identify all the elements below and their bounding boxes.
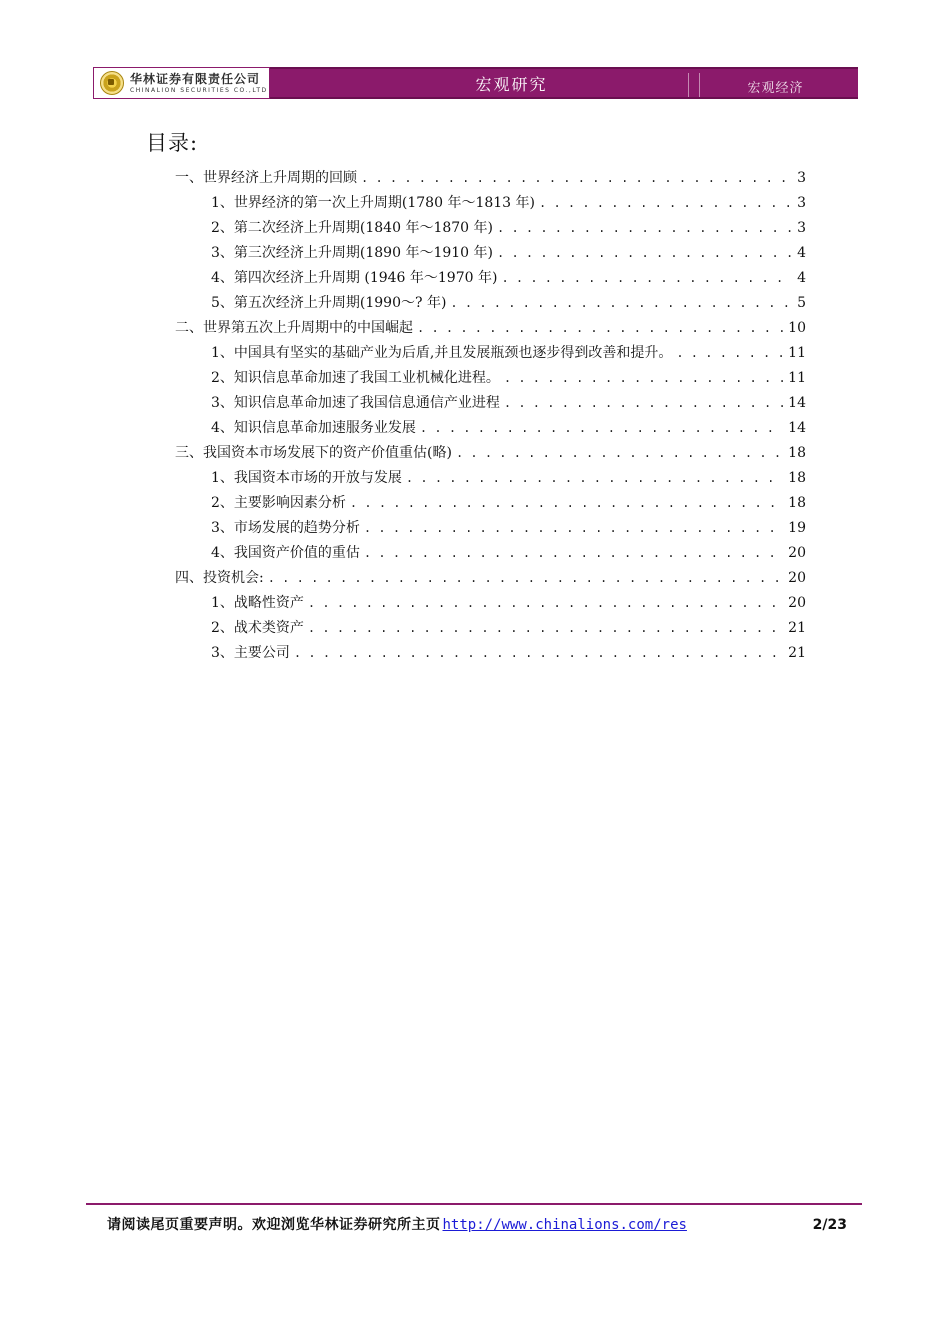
toc-leader-dots [308,591,784,616]
toc-entry-page: 21 [788,620,806,636]
toc-leader-dots [420,416,784,441]
toc-entry[interactable] [211,266,806,291]
footer-notice: 请阅读尾页重要声明。欢迎浏览华林证券研究所主页 [107,1217,441,1233]
toc-entry-page: 11 [788,370,806,386]
footer-homepage-link[interactable]: http://www.chinalions.com/res [442,1217,687,1233]
company-logo [93,67,270,99]
toc-leader-dots [268,566,784,591]
toc-entry-label: 5、第五次经济上升周期(1990～? 年) [211,295,447,311]
toc-entry-label: 4、我国资产价值的重估 [211,545,360,561]
toc-entry-page: 4 [797,270,806,286]
toc-entry-label: 一、世界经济上升周期的回顾 [175,170,357,186]
category-title: 宏观经济 [747,80,804,96]
toc-entry-label: 1、世界经济的第一次上升周期(1780 年～1813 年) [211,195,535,211]
toc-entry[interactable] [211,416,806,441]
toc-entry-page: 20 [788,545,806,561]
toc-entry-label: 二、世界第五次上升周期中的中国崛起 [175,320,413,336]
toc-entry-page: 3 [797,195,806,211]
toc-leader-dots [456,441,784,466]
toc-entry[interactable] [175,316,806,341]
toc-entry-page: 3 [797,220,806,236]
toc-entry-page: 21 [788,645,806,661]
toc-entry-page: 18 [788,445,806,461]
toc-entry-page: 18 [788,470,806,486]
toc-leader-dots [350,491,784,516]
page-footer [107,1214,847,1234]
toc-entry[interactable] [175,566,806,591]
toc-entry[interactable] [211,391,806,416]
toc-entry-page: 20 [788,595,806,611]
toc-entry[interactable] [211,341,806,366]
toc-entry-page: 18 [788,495,806,511]
toc-leader-dots [450,291,792,316]
toc-entry[interactable] [211,616,806,641]
toc-entry[interactable] [211,591,806,616]
toc-entry[interactable] [211,366,806,391]
toc-entry[interactable] [211,491,806,516]
toc-entry-label: 2、第二次经济上升周期(1840 年～1870 年) [211,220,493,236]
toc-leader-dots [676,341,784,366]
toc-entry-label: 2、战术类资产 [211,620,304,636]
toc-leader-dots [417,316,784,341]
toc-leader-dots [497,241,792,266]
toc-entry[interactable] [211,241,806,266]
header-category-band [693,67,858,99]
toc-leader-dots [361,166,792,191]
toc-entry-label: 3、第三次经济上升周期(1890 年～1910 年) [211,245,493,261]
toc-entry-page: 5 [797,295,806,311]
toc-entry-label: 3、知识信息革命加速了我国信息通信产业进程 [211,395,500,411]
toc-entry-label: 4、知识信息革命加速服务业发展 [211,420,416,436]
toc-entry-label: 3、市场发展的趋势分析 [211,520,360,536]
toc-heading: 目录: [146,131,199,155]
page-number: 2/23 [812,1217,847,1233]
toc-entry[interactable] [211,191,806,216]
toc-leader-dots [504,391,784,416]
toc-entry[interactable] [175,441,806,466]
toc-leader-dots [539,191,792,216]
toc-leader-dots [497,216,792,241]
toc-entry-label: 3、主要公司 [211,645,290,661]
toc-leader-dots [364,541,784,566]
toc-entry[interactable] [211,516,806,541]
toc-leader-dots [501,266,792,291]
toc-entry-label: 2、主要影响因素分析 [211,495,346,511]
toc-leader-dots [504,366,784,391]
toc-entry-page: 3 [797,170,806,186]
toc-entry-page: 19 [788,520,806,536]
toc-entry-page: 14 [788,420,806,436]
toc-entry[interactable] [211,291,806,316]
toc-entry-label: 4、第四次经济上升周期 (1946 年～1970 年) [211,270,498,286]
toc-entry[interactable] [175,166,806,191]
toc-entry-page: 10 [788,320,806,336]
header-band [270,67,693,99]
toc-leader-dots [406,466,784,491]
lion-emblem-icon [100,71,124,95]
toc-leader-dots [364,516,784,541]
toc-entry-page: 20 [788,570,806,586]
page-header [93,67,858,99]
toc-leader-dots [308,616,784,641]
toc-entry[interactable] [211,541,806,566]
toc-entry-label: 1、中国具有坚实的基础产业为后盾,并且发展瓶颈也逐步得到改善和提升。 [211,345,673,361]
toc-leader-dots [294,641,784,666]
footer-divider [86,1203,862,1205]
toc-entry-page: 4 [797,245,806,261]
toc-entry-label: 三、我国资本市场发展下的资产价值重估(略) [175,445,452,461]
toc-entry-label: 1、战略性资产 [211,595,304,611]
toc-entry-label: 1、我国资本市场的开放与发展 [211,470,402,486]
logo-chinese-name: 华林证券有限责任公司 [130,71,261,86]
toc-entry-label: 2、知识信息革命加速了我国工业机械化进程。 [211,370,500,386]
section-title: 宏观研究 [475,74,548,94]
toc-entry[interactable] [211,466,806,491]
toc-entry-label: 四、投资机会: [175,570,264,586]
toc-entry[interactable] [211,216,806,241]
toc-entry[interactable] [211,641,806,666]
logo-english-name: CHINALION SECURITIES CO.,LTD [130,86,268,94]
toc-entry-page: 11 [788,345,806,361]
toc-entry-page: 14 [788,395,806,411]
